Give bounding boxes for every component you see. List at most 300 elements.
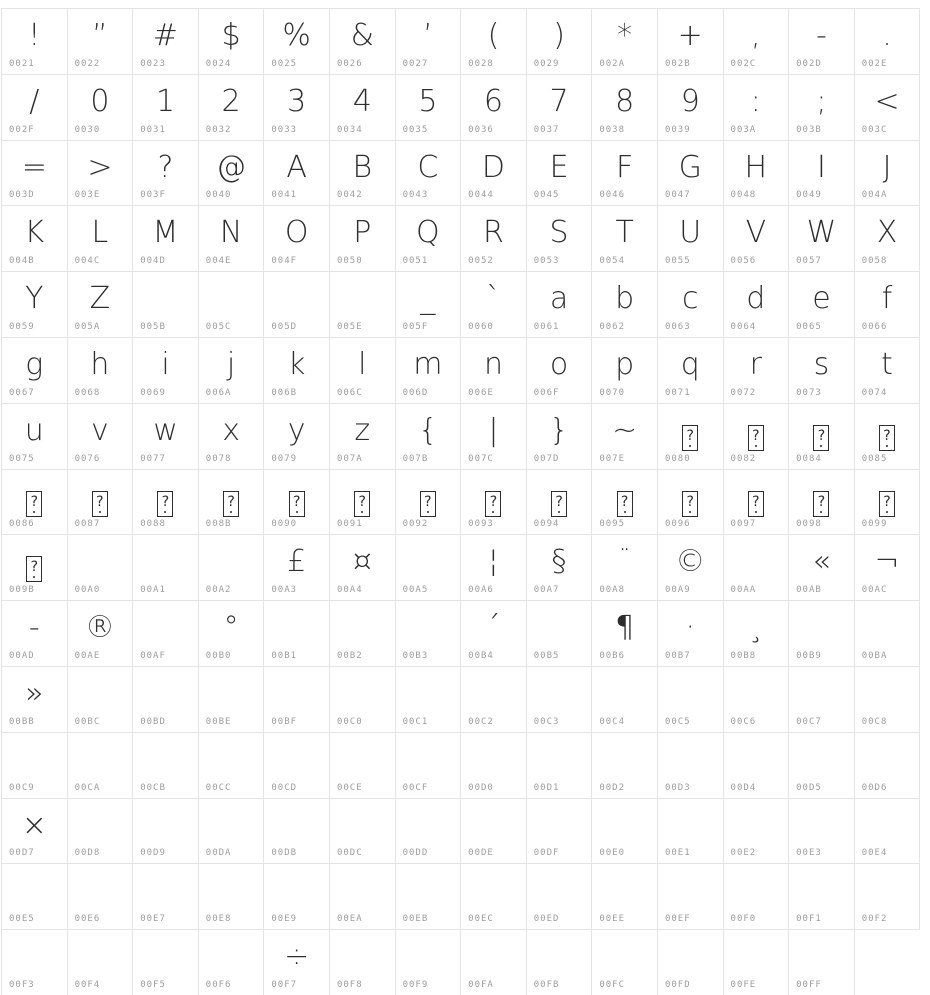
glyph-cell [133,470,199,536]
glyph-cell [133,75,199,141]
codepoint-label: 004F [271,256,298,267]
glyph-cell [199,601,265,667]
glyph-cell [527,667,593,733]
glyph-cell [461,535,527,601]
glyph: O [284,215,309,251]
glyph [527,930,592,976]
codepoint-label: 00CF [402,782,429,793]
glyph: » [25,675,44,711]
glyph-cell [199,864,265,930]
codepoint-label: 0044 [468,190,494,201]
glyph-cell [264,404,330,470]
codepoint-label: 00B2 [336,650,363,661]
glyph: ¸ [748,610,764,646]
codepoint-label: 006E [468,387,494,398]
glyph-cell [68,799,134,865]
glyph-cell [264,206,330,272]
codepoint-label: 00EA [336,914,363,925]
glyph: _ [420,281,436,317]
glyph-cell [527,799,593,865]
glyph [330,864,395,910]
glyph-cell [330,930,396,995]
glyph [658,404,723,450]
glyph [199,667,264,713]
glyph-cell [68,141,134,207]
codepoint-label: 005C [205,321,232,332]
glyph: 8 [615,83,635,119]
glyph [133,535,198,581]
codepoint-label: 002D [796,58,822,69]
notdef-box: ? [26,491,42,517]
glyph: J [882,149,892,185]
codepoint-label: 00A8 [599,585,626,596]
glyph-cell [396,75,462,141]
codepoint-label: 0038 [599,124,626,135]
codepoint-label: 00F6 [205,979,232,990]
glyph [396,470,461,516]
glyph-cell [461,930,527,995]
glyph: n [483,346,503,382]
glyph: 1 [155,83,176,119]
glyph-cell [592,206,658,272]
glyph-cell [396,667,462,733]
glyph: = [21,149,47,185]
glyph: ~ [612,412,638,448]
codepoint-label: 0063 [664,321,691,332]
codepoint-label: 0082 [730,453,757,464]
codepoint-label: 003E [74,190,101,201]
glyph [789,601,854,647]
glyph-cell [68,864,134,930]
glyph-cell [264,9,330,75]
glyph-cell [658,272,724,338]
glyph [658,930,723,976]
glyph: N [219,215,243,251]
glyph-cell [592,930,658,995]
codepoint-label: 0071 [664,387,691,398]
glyph: | [488,412,499,448]
codepoint-label: 0027 [402,58,429,69]
glyph-cell [789,733,855,799]
glyph-cell [461,338,527,404]
glyph [264,601,329,647]
glyph-cell [133,535,199,601]
glyph [330,272,395,318]
codepoint-label: 003C [861,124,888,135]
glyph-cell [724,9,790,75]
glyph-cell [396,206,462,272]
codepoint-label: 00D7 [9,848,35,859]
glyph [461,733,526,779]
codepoint-label: 00C4 [599,716,626,727]
glyph-cell [527,601,593,667]
glyph: × [21,807,47,843]
codepoint-label: 007E [599,453,626,464]
glyph: @ [216,149,247,185]
glyph: % [282,18,311,53]
glyph-cell [2,470,68,536]
codepoint-label: 0094 [533,519,560,530]
glyph-cell [199,75,265,141]
glyph [264,667,329,713]
codepoint-label: 00E9 [271,914,298,925]
codepoint-label: 0037 [533,124,560,135]
glyph: G [678,149,702,185]
glyph-cell [68,272,134,338]
codepoint-label: 0058 [861,256,888,267]
codepoint-label: 00F7 [271,979,298,990]
notdef-box: ? [485,491,501,517]
codepoint-label: 004D [140,256,166,267]
glyph-cell [461,864,527,930]
codepoint-label: 00E3 [796,848,822,859]
codepoint-label: 00E0 [599,848,626,859]
glyph [330,733,395,779]
glyph: 5 [418,83,438,119]
codepoint-label: 007D [533,453,560,464]
glyph-cell [855,733,921,799]
glyph [396,930,461,976]
codepoint-label: 00AE [74,650,101,661]
glyph-cell [330,667,396,733]
codepoint-label: 00DA [205,848,232,859]
glyph: y [287,412,306,448]
glyph: l [358,346,367,382]
codepoint-label: 0066 [861,321,888,332]
glyph [724,864,789,910]
codepoint-label: 003B [796,124,822,135]
glyph [855,733,920,779]
glyph [133,930,198,976]
codepoint-label: 00F1 [796,914,822,925]
glyph [330,470,395,516]
glyph [789,733,854,779]
glyph-cell [396,930,462,995]
codepoint-label: 00FA [468,979,494,990]
notdef-box: ? [813,425,829,451]
glyph [68,470,133,516]
codepoint-label: 0035 [402,124,429,135]
glyph: Y [25,281,44,317]
glyph [396,799,461,845]
glyph [264,864,329,910]
glyph [592,864,657,910]
codepoint-label: 0055 [664,256,691,267]
glyph-cell [68,733,134,799]
glyph-cell [2,75,68,141]
glyph [789,470,854,516]
glyph-cell [527,930,593,995]
glyph-cell [658,799,724,865]
glyph: Q [416,215,440,251]
glyph: ¨ [617,544,633,580]
glyph-cell [330,470,396,536]
glyph: V [745,215,767,251]
glyph-cell [461,404,527,470]
glyph: , [751,18,761,53]
codepoint-label: 0023 [140,58,166,69]
codepoint-label: 00BE [205,716,232,727]
glyph-cell [789,799,855,865]
glyph: E [549,149,569,185]
glyph [855,930,921,976]
glyph [68,799,133,845]
glyph: ° [223,610,239,646]
codepoint-label: 003F [140,190,166,201]
codepoint-label: 002C [730,58,757,69]
codepoint-label: 00AC [861,585,888,596]
codepoint-label: 00F4 [74,979,101,990]
glyph-cell [396,799,462,865]
glyph: x [222,412,240,448]
codepoint-label: 00CE [336,782,363,793]
glyph-cell [330,9,396,75]
glyph-cell [789,535,855,601]
codepoint-label: 0092 [402,519,429,530]
glyph: - [28,610,40,646]
codepoint-label: 0062 [599,321,626,332]
codepoint-label: 00BD [140,716,166,727]
codepoint-label: 0086 [9,519,35,530]
codepoint-label: 00D1 [533,782,560,793]
glyph-cell [133,404,199,470]
glyph-cell [199,733,265,799]
codepoint-label: 00A4 [336,585,363,596]
glyph [199,535,264,581]
glyph-cell [527,272,593,338]
codepoint-label: 0022 [74,58,101,69]
codepoint-label: 0034 [336,124,363,135]
glyph: R [483,215,504,251]
codepoint-label: 00D9 [140,848,166,859]
glyph-cell [724,141,790,207]
glyph-cell [199,799,265,865]
codepoint-label: 008B [205,519,232,530]
glyph [133,733,198,779]
codepoint-label: 00BB [9,716,35,727]
glyph: } [549,412,569,448]
codepoint-label: 0087 [74,519,101,530]
glyph-cell [461,601,527,667]
glyph-cell [264,667,330,733]
codepoint-label: 005B [140,321,166,332]
glyph-cell [133,206,199,272]
glyph-cell [2,864,68,930]
codepoint-label: 0067 [9,387,35,398]
codepoint-label: 00A2 [205,585,232,596]
glyph: I [816,149,826,185]
codepoint-label: 004B [9,256,35,267]
glyph: F [616,149,634,185]
glyph-cell [68,338,134,404]
codepoint-label: 0072 [730,387,757,398]
glyph [724,930,789,976]
glyph [724,667,789,713]
glyph-cell [855,272,921,338]
codepoint-label: 0073 [796,387,822,398]
codepoint-label: 00A3 [271,585,298,596]
glyph-cell [658,141,724,207]
glyph [789,404,854,450]
codepoint-label: 00B4 [468,650,494,661]
glyph: 4 [352,83,372,119]
glyph-cell [527,535,593,601]
glyph-cell [592,141,658,207]
codepoint-label: 00F3 [9,979,35,990]
glyph-cell [789,601,855,667]
codepoint-label: 00B7 [664,650,691,661]
codepoint-label: 0045 [533,190,560,201]
glyph: * [617,18,633,53]
codepoint-label: 0047 [664,190,691,201]
glyph: ´ [486,610,501,646]
glyph [199,864,264,910]
glyph-cell [133,864,199,930]
codepoint-label: 00BF [271,716,298,727]
glyph: d [746,281,766,317]
glyph-cell [724,470,790,536]
glyph [199,733,264,779]
glyph-cell [396,864,462,930]
glyph-cell [68,667,134,733]
codepoint-label: 0098 [796,519,822,530]
glyph: ® [84,610,115,646]
glyph: w [153,412,178,448]
glyph [396,733,461,779]
codepoint-label: 00DB [271,848,298,859]
glyph-cell [68,9,134,75]
glyph-cell [199,272,265,338]
glyph-cell [789,206,855,272]
codepoint-label: 00D0 [468,782,494,793]
glyph-cell [68,601,134,667]
codepoint-label: 0093 [468,519,494,530]
glyph-cell [2,799,68,865]
glyph: ¬ [874,544,900,580]
glyph-cell [789,404,855,470]
codepoint-label: 0090 [271,519,298,530]
glyph: M [152,215,179,251]
codepoint-label: 0060 [468,321,494,332]
codepoint-label: 0061 [533,321,560,332]
codepoint-label: 00BA [861,650,888,661]
codepoint-label: 0088 [140,519,166,530]
glyph-cell [330,404,396,470]
codepoint-label: 003D [9,190,35,201]
codepoint-label: 00E6 [74,914,101,925]
glyph-cell [461,9,527,75]
notdef-box: ? [682,491,698,517]
glyph-cell [724,75,790,141]
codepoint-label: 005F [402,321,429,332]
codepoint-label: 00C9 [9,782,35,793]
codepoint-label: 0025 [271,58,298,69]
codepoint-label: 00B0 [205,650,232,661]
glyph-cell [2,733,68,799]
glyph: U [679,215,702,251]
codepoint-label: 0099 [861,519,888,530]
glyph-cell [133,930,199,995]
glyph-cell [724,864,790,930]
glyph-cell [527,338,593,404]
glyph [68,864,133,910]
codepoint-label: 0039 [664,124,691,135]
glyph [658,733,723,779]
codepoint-label: 0048 [730,190,757,201]
codepoint-label: 006A [205,387,232,398]
glyph-cell [527,864,593,930]
glyph: ` [485,281,501,317]
codepoint-label: 00C6 [730,716,757,727]
glyph-cell [68,75,134,141]
glyph-cell [461,272,527,338]
glyph-cell [658,470,724,536]
glyph: D [481,149,505,185]
glyph: t [881,346,893,382]
glyph [461,799,526,845]
glyph-cell [396,404,462,470]
glyph [527,470,592,516]
glyph-cell [330,75,396,141]
codepoint-label: 0021 [9,58,35,69]
glyph [658,667,723,713]
glyph-cell [789,75,855,141]
notdef-box: ? [26,556,42,582]
codepoint-label: 00B8 [730,650,757,661]
glyph-cell [330,733,396,799]
glyph-cell [199,667,265,733]
codepoint-label: 00E7 [140,914,166,925]
codepoint-label: 0030 [74,124,101,135]
codepoint-label: 0097 [730,519,757,530]
codepoint-label: 0052 [468,256,494,267]
codepoint-label: 007B [402,453,429,464]
glyph: ¦ [488,544,499,580]
glyph [68,535,133,581]
codepoint-label: 002E [861,58,888,69]
codepoint-label: 0074 [861,387,888,398]
codepoint-label: 005E [336,321,363,332]
codepoint-label: 00EE [599,914,626,925]
glyph-cell [592,470,658,536]
glyph-cell [68,404,134,470]
glyph: Z [89,281,111,317]
glyph-cell [658,733,724,799]
glyph-cell [264,864,330,930]
glyph-cell [396,9,462,75]
codepoint-label: 00DE [468,848,494,859]
glyph [592,733,657,779]
glyph-cell [592,601,658,667]
codepoint-label: 00E2 [730,848,757,859]
glyph: B [352,149,373,185]
codepoint-label: 00CB [140,782,166,793]
glyph-cell [330,799,396,865]
codepoint-label: 0050 [336,256,363,267]
glyph-cell [592,799,658,865]
glyph [724,733,789,779]
codepoint-label: 00F9 [402,979,429,990]
glyph: s [813,346,830,382]
glyph-cell [855,930,921,995]
glyph [855,404,920,450]
glyph: · [685,610,695,646]
glyph [330,601,395,647]
glyph-cell [855,535,921,601]
notdef-box: ? [354,491,370,517]
codepoint-label: 00CC [205,782,232,793]
codepoint-label: 0040 [205,190,232,201]
